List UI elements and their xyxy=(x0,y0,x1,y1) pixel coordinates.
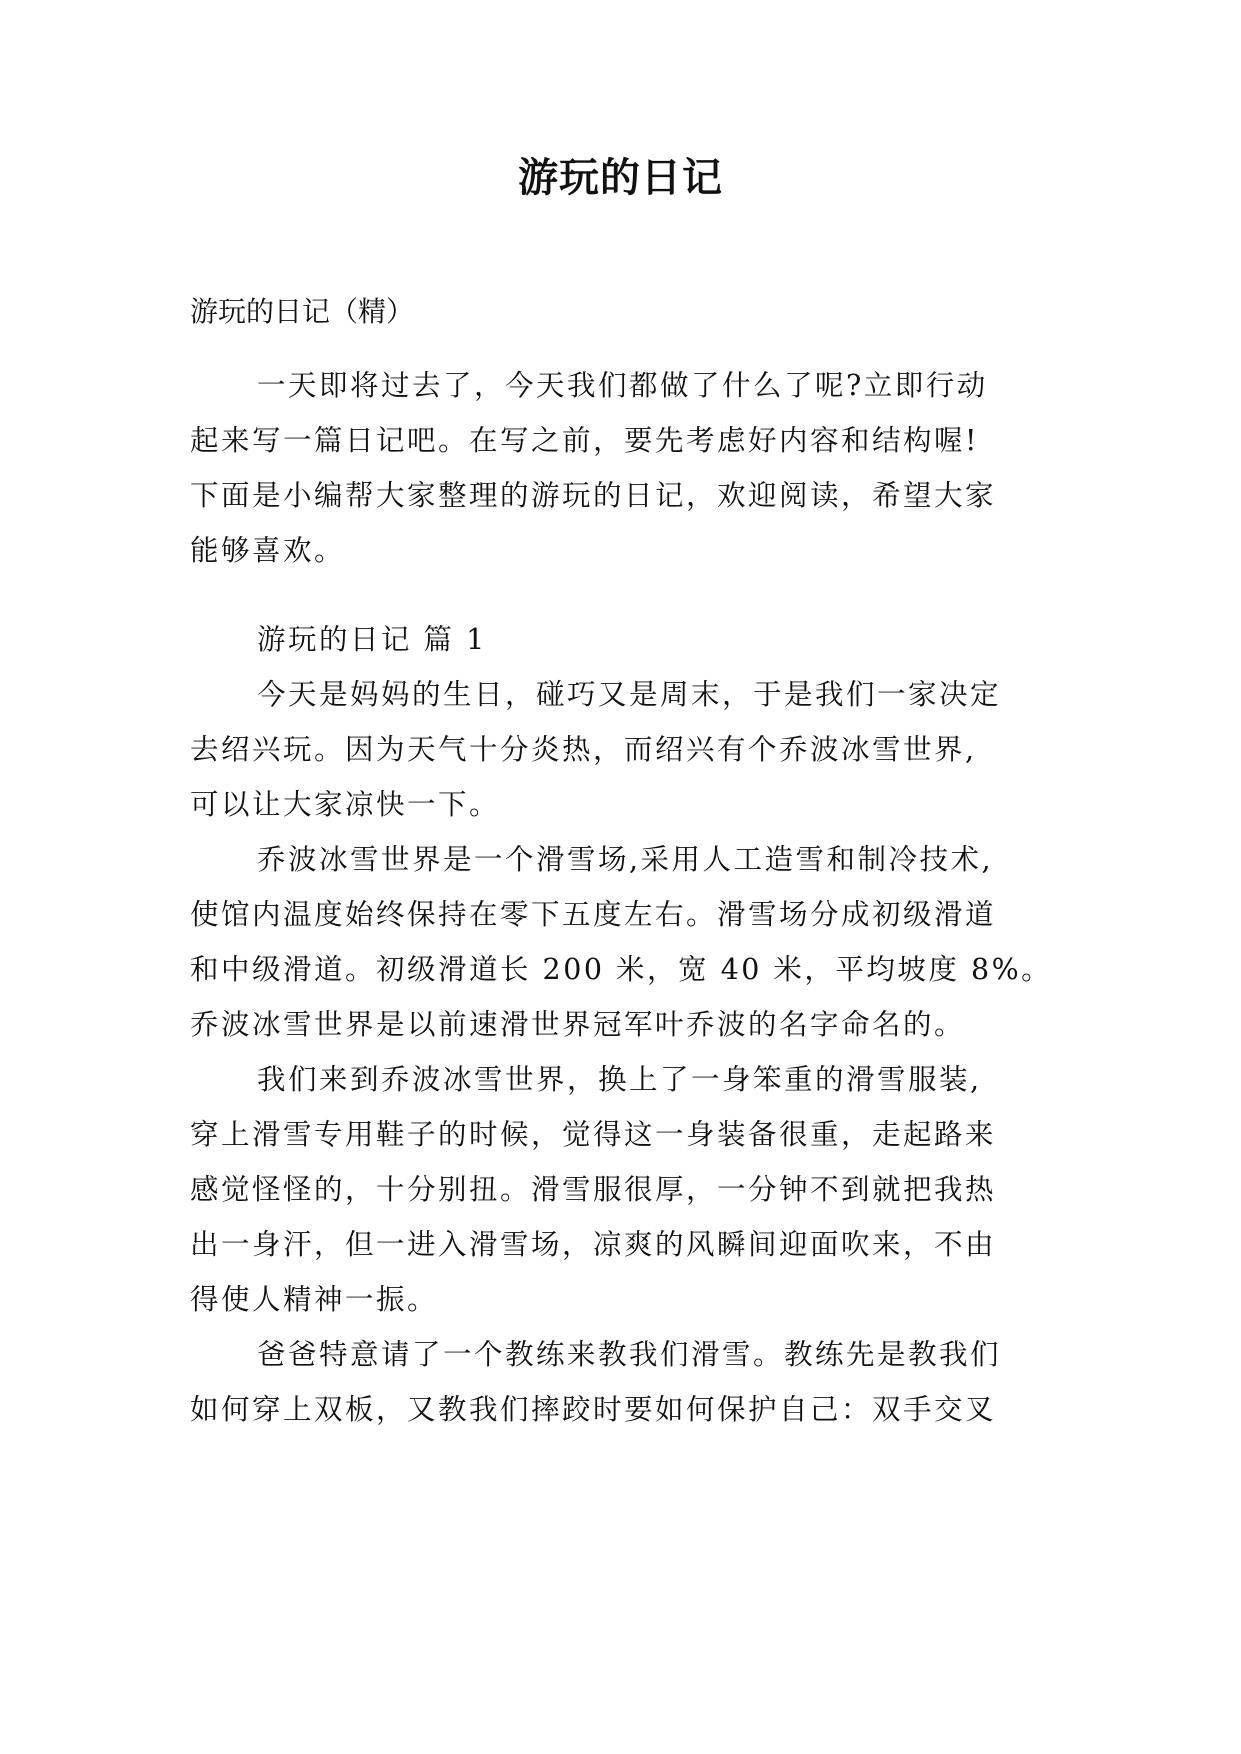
document-title: 游玩的日记 xyxy=(518,154,723,201)
intro-line: 能够喜欢。 xyxy=(190,534,346,567)
intro-line: 起来写一篇日记吧。在写之前，要先考虑好内容和结构喔! xyxy=(190,424,979,457)
paragraph-line: 感觉怪怪的，十分别扭。滑雪服很厚，一分钟不到就把我热 xyxy=(190,1173,997,1206)
paragraph-line: 乔波冰雪世界是以前速滑世界冠军叶乔波的名字命名的。 xyxy=(190,1008,966,1041)
paragraph-line: 可以让大家凉快一下。 xyxy=(190,788,501,821)
paragraph-line: 去绍兴玩。因为天气十分炎热，而绍兴有个乔波冰雪世界, xyxy=(190,733,977,766)
paragraph-line: 使馆内温度始终保持在零下五度左右。滑雪场分成初级滑道 xyxy=(190,898,997,931)
paragraph-line: 和中级滑道。初级滑道长 200 米，宽 40 米，平均坡度 8%。 xyxy=(190,953,1053,986)
paragraph-line: 穿上滑雪专用鞋子的时候，觉得这一身装备很重，走起路来 xyxy=(190,1118,997,1151)
document-subtitle: 游玩的日记（精） xyxy=(190,295,415,328)
paragraph-line: 出一身汗，但一进入滑雪场，凉爽的风瞬间迎面吹来，不由 xyxy=(190,1228,997,1261)
paragraph-line: 爸爸特意请了一个教练来教我们滑雪。教练先是教我们 xyxy=(257,1338,1002,1371)
paragraph-line: 得使人精神一振。 xyxy=(190,1283,439,1316)
paragraph-line: 乔波冰雪世界是一个滑雪场,采用人工造雪和制冷技术, xyxy=(257,843,994,876)
paragraph-line: 我们来到乔波冰雪世界，换上了一身笨重的滑雪服装, xyxy=(257,1063,982,1096)
section-heading: 游玩的日记 篇 1 xyxy=(257,623,487,656)
paragraph-line: 如何穿上双板，又教我们摔跤时要如何保护自己：双手交叉 xyxy=(190,1393,997,1426)
paragraph-line: 今天是妈妈的生日，碰巧又是周末，于是我们一家决定 xyxy=(257,678,1002,711)
intro-line: 下面是小编帮大家整理的游玩的日记，欢迎阅读，希望大家 xyxy=(190,479,997,512)
intro-line: 一天即将过去了，今天我们都做了什么了呢?立即行动 xyxy=(257,369,988,402)
